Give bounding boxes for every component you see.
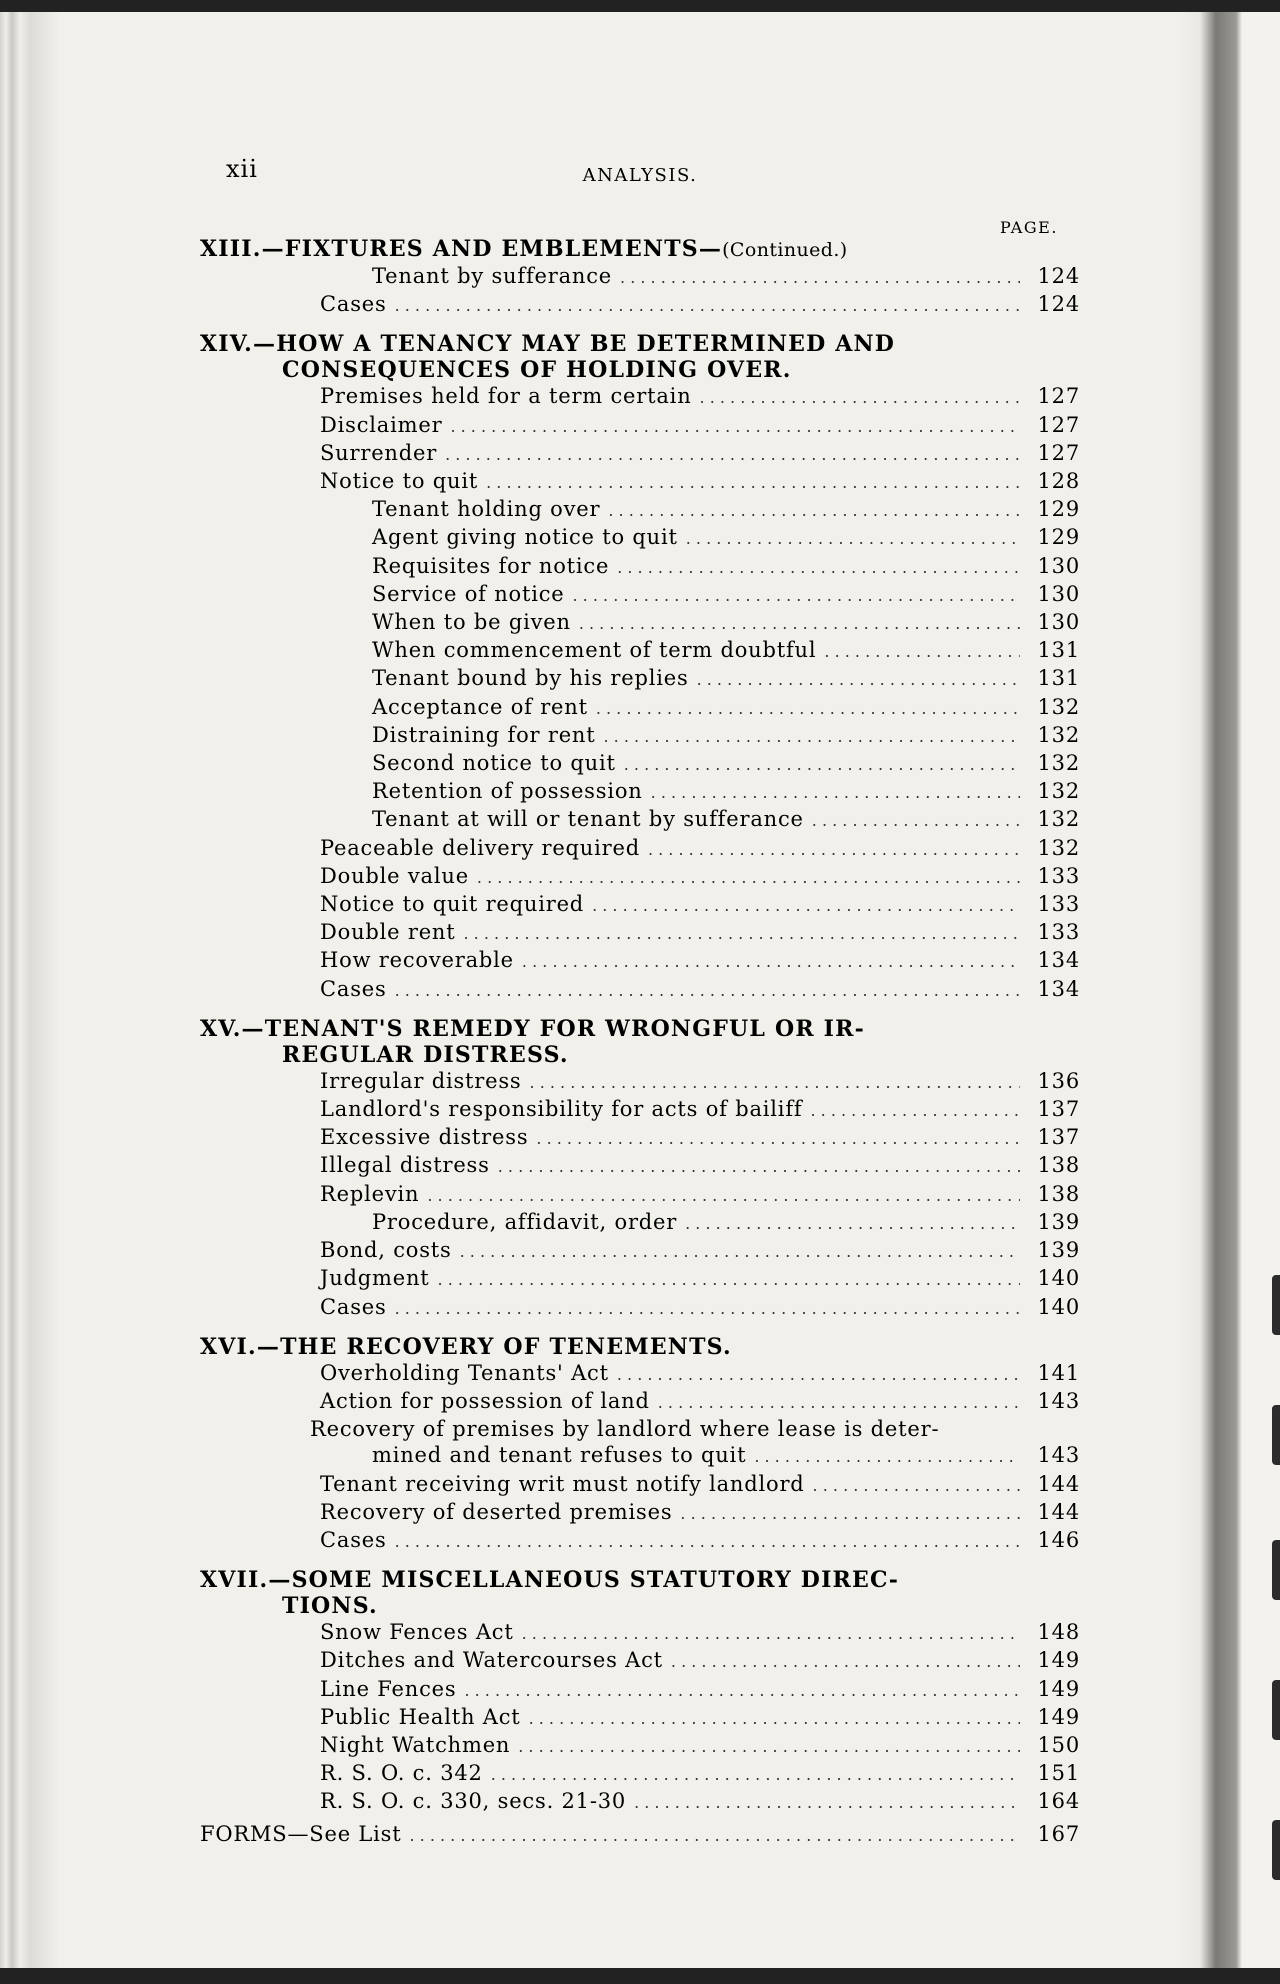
toc-entry-page: 132 xyxy=(1037,779,1080,804)
toc-entry-label: Procedure, affidavit, order xyxy=(372,1209,678,1234)
toc-entry-label: How recoverable xyxy=(320,948,514,973)
dot-leader xyxy=(812,808,1020,834)
toc-entry xyxy=(200,468,1080,496)
toc-entry xyxy=(200,1181,1080,1209)
dot-leader xyxy=(522,1621,1020,1647)
toc-entry-label: Irregular distress xyxy=(320,1068,522,1093)
dot-leader xyxy=(518,1734,1020,1760)
dot-leader xyxy=(573,583,1021,609)
toc-entry-label: When to be given xyxy=(372,610,571,635)
toc-entry xyxy=(200,778,1080,806)
toc-entry-label: Premises held for a term certain xyxy=(320,384,692,409)
dot-leader xyxy=(579,611,1020,637)
toc-entry xyxy=(200,1471,1080,1499)
chapter-title-continuation: TIONS. xyxy=(282,1593,378,1620)
toc-entry xyxy=(200,1237,1080,1265)
toc-entry-page: 133 xyxy=(1037,892,1080,917)
toc-entry xyxy=(200,722,1080,750)
dot-leader xyxy=(651,780,1020,806)
toc-entry-label: Tenant receiving writ must notify landlord xyxy=(320,1471,805,1496)
toc-entry-label: Action for possession of land xyxy=(320,1388,650,1413)
toc-entry-page: 133 xyxy=(1037,920,1080,945)
toc-entry-page: 132 xyxy=(1037,807,1080,832)
toc-entry-page: 141 xyxy=(1037,1360,1080,1385)
dot-leader xyxy=(813,1473,1020,1499)
page-edge-tab xyxy=(1272,1540,1280,1600)
toc-entry-label: Snow Fences Act xyxy=(320,1620,514,1645)
dot-leader xyxy=(450,414,1020,440)
toc-entry-label: Landlord's responsibility for acts of bailiff xyxy=(320,1097,803,1122)
toc-entry-page: 130 xyxy=(1037,553,1080,578)
toc-entry xyxy=(200,947,1080,975)
toc-entry-label: Cases xyxy=(320,1527,387,1552)
dot-leader xyxy=(464,921,1021,947)
dot-leader xyxy=(680,1501,1020,1527)
toc-entry-page: 132 xyxy=(1037,835,1080,860)
toc-entry-page: 139 xyxy=(1037,1209,1080,1234)
toc-entry-page: 143 xyxy=(1037,1443,1080,1468)
toc-entry-page: 144 xyxy=(1037,1471,1080,1496)
toc-entry-label: Double value xyxy=(320,863,469,888)
toc-entry xyxy=(200,412,1080,440)
dot-leader xyxy=(824,639,1020,665)
toc-entry xyxy=(200,637,1080,665)
chapter-heading xyxy=(200,1016,1080,1068)
chapter-heading xyxy=(200,331,1080,383)
toc-entry xyxy=(200,750,1080,778)
dot-leader xyxy=(445,442,1020,468)
page-folio: xii xyxy=(226,155,258,183)
dot-leader xyxy=(624,752,1020,778)
toc-entry-label: Overholding Tenants' Act xyxy=(320,1360,609,1385)
dot-leader xyxy=(491,1762,1020,1788)
toc-entry-label: Line Fences xyxy=(320,1676,457,1701)
toc-entry-page: 127 xyxy=(1037,384,1080,409)
toc-entry-label: Service of notice xyxy=(372,581,565,606)
toc-entry xyxy=(200,263,1080,291)
chapter-heading xyxy=(200,236,1080,263)
toc-entry xyxy=(200,440,1080,468)
chapter-heading xyxy=(200,1334,1080,1360)
toc-entry xyxy=(200,609,1080,637)
toc-entry xyxy=(200,1152,1080,1180)
toc-entry-label: Disclaimer xyxy=(320,412,443,437)
toc-entry-page: 127 xyxy=(1037,412,1080,437)
toc-entry xyxy=(200,383,1080,411)
page-edge-tab xyxy=(1272,1405,1280,1465)
toc-entry-label: Agent giving notice to quit xyxy=(372,525,678,550)
toc-entry xyxy=(200,581,1080,609)
toc-entry-label: Illegal distress xyxy=(320,1153,490,1178)
toc-entry-page: 128 xyxy=(1037,469,1080,494)
toc-entry-page: 150 xyxy=(1037,1732,1080,1757)
dot-leader xyxy=(700,385,1020,411)
toc-entry xyxy=(200,1096,1080,1124)
dot-leader xyxy=(686,526,1020,552)
toc-entry xyxy=(200,1619,1080,1647)
dot-leader xyxy=(685,1211,1020,1237)
toc-entry-page: 131 xyxy=(1037,666,1080,691)
toc-entry-label: Tenant holding over xyxy=(372,497,601,522)
toc-entry-page: 151 xyxy=(1037,1761,1080,1786)
toc-entry-page: 129 xyxy=(1037,497,1080,522)
chapter-title: XVII.—SOME MISCELLANEOUS STATUTORY DIREC- xyxy=(200,1567,900,1594)
toc-entry xyxy=(200,694,1080,722)
chapter-heading xyxy=(200,1567,1080,1619)
dot-leader xyxy=(608,498,1020,524)
chapter-title: XV.—TENANT'S REMEDY FOR WRONGFUL OR IR- xyxy=(200,1015,865,1042)
dot-leader xyxy=(617,555,1020,581)
dot-leader xyxy=(648,837,1020,863)
toc-entry-page: 130 xyxy=(1037,581,1080,606)
dot-leader xyxy=(658,1390,1020,1416)
forms-page: 167 xyxy=(1037,1821,1080,1846)
toc-entry-page: 143 xyxy=(1037,1388,1080,1413)
toc-entry-page: 137 xyxy=(1037,1097,1080,1122)
page-edge-tab xyxy=(1272,1820,1280,1880)
toc-entry xyxy=(200,553,1080,581)
toc-entry-label: Tenant by sufferance xyxy=(372,264,613,288)
dot-leader xyxy=(617,1362,1020,1388)
toc-entry xyxy=(200,1442,1080,1470)
chapter-title: XVI.—THE RECOVERY OF TENEMENTS. xyxy=(200,1333,732,1360)
toc-entry-forms xyxy=(200,1821,1080,1849)
dot-leader xyxy=(810,1098,1020,1124)
toc-entry-page: 144 xyxy=(1037,1499,1080,1524)
analysis-table-of-contents xyxy=(200,228,1080,1849)
dot-leader xyxy=(634,1790,1020,1816)
toc-entry-label: Recovery of deserted premises xyxy=(320,1499,673,1524)
dot-leader xyxy=(486,470,1020,496)
dot-leader xyxy=(395,293,1020,319)
toc-entry-label: Tenant at will or tenant by sufferance xyxy=(372,807,804,832)
toc-entry-page: 138 xyxy=(1037,1153,1080,1178)
toc-entry-label: Public Health Act xyxy=(320,1704,521,1729)
scan-border-bottom xyxy=(0,1968,1280,1984)
dot-leader xyxy=(464,1678,1020,1704)
dot-leader xyxy=(671,1649,1020,1675)
dot-leader xyxy=(604,724,1021,750)
dot-leader xyxy=(754,1444,1020,1470)
toc-entry-label: R. S. O. c. 342 xyxy=(320,1761,483,1786)
toc-entry-page: 164 xyxy=(1037,1789,1080,1814)
toc-entry-wrapped-line: Recovery of premises by landlord where lease is deter- xyxy=(310,1417,940,1442)
dot-leader xyxy=(522,949,1020,975)
toc-entry-label: Tenant bound by his replies xyxy=(372,666,689,691)
running-title: ANALYSIS. xyxy=(582,165,698,186)
toc-entry-page: 146 xyxy=(1037,1527,1080,1552)
toc-entry-page: 136 xyxy=(1037,1068,1080,1093)
toc-entry xyxy=(200,1676,1080,1704)
toc-entry xyxy=(200,835,1080,863)
toc-entry-label: Excessive distress xyxy=(320,1125,529,1150)
dot-leader xyxy=(395,1529,1020,1555)
chapter-title-continuation: REGULAR DISTRESS. xyxy=(282,1041,569,1068)
toc-entry-page: 140 xyxy=(1037,1266,1080,1291)
toc-entry xyxy=(200,1360,1080,1388)
toc-entry-page: 138 xyxy=(1037,1181,1080,1206)
toc-entry-label: Judgment xyxy=(320,1266,430,1291)
toc-entry xyxy=(200,891,1080,919)
toc-entry-page: 134 xyxy=(1037,976,1080,1001)
toc-entry-page: 124 xyxy=(1037,292,1080,317)
toc-entry-label: Notice to quit required xyxy=(320,892,585,917)
toc-entry-page: 149 xyxy=(1037,1704,1080,1729)
toc-entry-label: Double rent xyxy=(320,920,456,945)
toc-entry xyxy=(200,1388,1080,1416)
dot-leader xyxy=(409,1823,1020,1849)
toc-entry xyxy=(200,976,1080,1004)
toc-entry-label: Acceptance of rent xyxy=(372,694,588,719)
toc-entry xyxy=(200,665,1080,693)
dot-leader xyxy=(395,978,1020,1004)
toc-entry xyxy=(200,496,1080,524)
toc-entry xyxy=(200,1265,1080,1293)
dot-leader xyxy=(620,265,1020,291)
dot-leader xyxy=(498,1154,1020,1180)
page-binding-edge xyxy=(0,0,70,1984)
dot-leader xyxy=(477,865,1020,891)
toc-entry-label: Night Watchmen xyxy=(320,1732,511,1757)
dot-leader xyxy=(592,893,1020,919)
toc-entry-page: 130 xyxy=(1037,610,1080,635)
toc-entry-page: 127 xyxy=(1037,440,1080,465)
toc-entry-page: 134 xyxy=(1037,948,1080,973)
toc-entry-page: 140 xyxy=(1037,1294,1080,1319)
toc-entry-label: Distraining for rent xyxy=(372,722,596,747)
toc-entry-page: 149 xyxy=(1037,1648,1080,1673)
toc-entry xyxy=(200,919,1080,947)
toc-entry-page: 139 xyxy=(1037,1238,1080,1263)
toc-entry xyxy=(200,1124,1080,1152)
toc-entry-page: 148 xyxy=(1037,1620,1080,1645)
dot-leader xyxy=(529,1706,1020,1732)
dot-leader xyxy=(697,667,1020,693)
scan-border-top xyxy=(0,0,1280,12)
toc-entry xyxy=(200,1527,1080,1555)
toc-entry-page: 149 xyxy=(1037,1676,1080,1701)
chapter-continued-note: (Continued.) xyxy=(722,239,848,261)
toc-entry xyxy=(200,1209,1080,1237)
toc-entry-page: 131 xyxy=(1037,638,1080,663)
toc-entry xyxy=(200,1760,1080,1788)
dot-leader xyxy=(530,1070,1020,1096)
toc-entry-page: 137 xyxy=(1037,1125,1080,1150)
toc-entry-label: R. S. O. c. 330, secs. 21-30 xyxy=(320,1789,627,1814)
toc-entry-label: Replevin xyxy=(320,1181,420,1206)
toc-entry xyxy=(200,1732,1080,1760)
dot-leader xyxy=(395,1296,1020,1322)
page-fore-edge xyxy=(1180,0,1280,1984)
toc-entry-label: When commencement of term doubtful xyxy=(372,638,817,663)
chapter-title-continuation: CONSEQUENCES OF HOLDING OVER. xyxy=(282,357,792,384)
toc-entry xyxy=(200,1704,1080,1732)
toc-entry-label: Retention of possession xyxy=(372,779,643,804)
toc-entry-page: 132 xyxy=(1037,722,1080,747)
toc-entry-page: 124 xyxy=(1037,264,1080,288)
chapter-title: XIII.—FIXTURES AND EMBLEMENTS— xyxy=(200,236,723,262)
toc-entry xyxy=(200,863,1080,891)
toc-entry-page: 129 xyxy=(1037,525,1080,550)
toc-entry-label: Ditches and Watercourses Act xyxy=(320,1648,663,1673)
toc-entry-page: 133 xyxy=(1037,863,1080,888)
toc-entry-page: 132 xyxy=(1037,694,1080,719)
toc-entry-label: Cases xyxy=(320,292,387,317)
toc-entry xyxy=(200,1068,1080,1096)
page-edge-tab xyxy=(1272,1275,1280,1335)
dot-leader xyxy=(438,1267,1020,1293)
toc-entry-label: Notice to quit xyxy=(320,469,479,494)
toc-entry-label: mined and tenant refuses to quit xyxy=(372,1443,747,1468)
forms-label: FORMS—See List xyxy=(200,1821,402,1846)
toc-entry xyxy=(200,1294,1080,1322)
dot-leader xyxy=(427,1183,1020,1209)
toc-entry-label: Cases xyxy=(320,976,387,1001)
dot-leader xyxy=(460,1239,1020,1265)
toc-entry xyxy=(200,291,1080,319)
toc-entry xyxy=(200,1647,1080,1675)
toc-entry-label: Cases xyxy=(320,1294,387,1319)
page-column-label: PAGE. xyxy=(1000,218,1058,237)
dot-leader xyxy=(596,696,1020,722)
toc-entry-label: Bond, costs xyxy=(320,1238,452,1263)
toc-entry-label: Requisites for notice xyxy=(372,553,610,578)
toc-entry xyxy=(200,1788,1080,1816)
toc-entry-label: Peaceable delivery required xyxy=(320,835,640,860)
chapter-title: XIV.—HOW A TENANCY MAY BE DETERMINED AND xyxy=(200,331,896,358)
dot-leader xyxy=(536,1126,1020,1152)
toc-entry xyxy=(200,1499,1080,1527)
page-edge-tab xyxy=(1272,1680,1280,1740)
toc-entry xyxy=(200,524,1080,552)
toc-entry-label: Surrender xyxy=(320,440,438,465)
toc-entry xyxy=(200,806,1080,834)
toc-entry-label: Second notice to quit xyxy=(372,751,616,776)
toc-entry-page: 132 xyxy=(1037,751,1080,776)
